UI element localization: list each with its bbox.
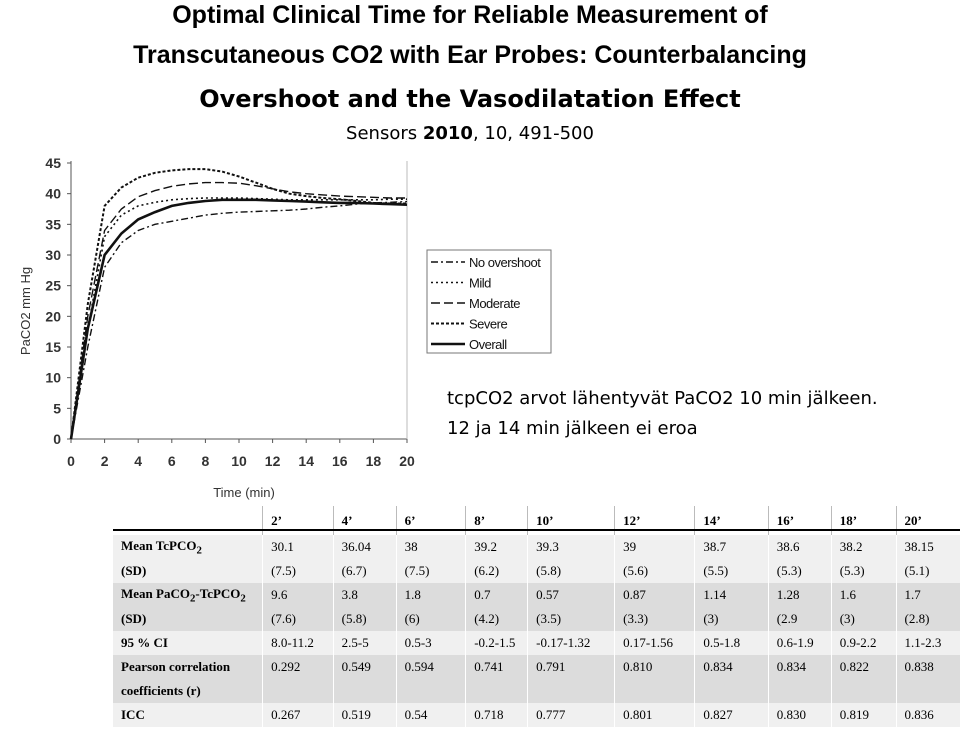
table-cell: 0.87 [615,583,695,607]
y-tick-label: 20 [45,308,61,325]
table-row [113,703,960,727]
x-tick-label: 2 [100,453,109,469]
table-cell: 1.7 [896,583,960,607]
table-cell: 39 [615,535,695,559]
table-cell: 0.6-1.9 [768,631,831,655]
table-cell [896,679,960,703]
table-cell [831,679,896,703]
table-cell: 0.54 [396,703,466,727]
table-cell: 0.827 [695,703,768,727]
citation [20,123,920,144]
table-cell: 0.741 [466,655,528,679]
table-cell: 0.838 [896,655,960,679]
table-cell: (2.8) [896,607,960,631]
x-tick-label: 16 [332,453,348,469]
row-label-text: -TcPCO [195,585,241,601]
table-cell: (5.6) [615,559,695,583]
table-cell: 0.549 [333,655,396,679]
table-cell: (5.3) [768,559,831,583]
y-tick-label: 40 [45,185,61,202]
table-cell: 0.822 [831,655,896,679]
table-row-label [113,607,263,631]
table-header-cell: 6’ [396,506,466,535]
table-cell: 0.801 [615,703,695,727]
table-cell [768,679,831,703]
table-cell: 0.5-3 [396,631,466,655]
table-header-cell: 4’ [333,506,396,535]
x-axis-label: Time (min) [213,485,275,500]
table-row [113,655,960,679]
legend-label: Mild [469,275,491,291]
table-cell [695,679,768,703]
row-label-text: (SD) [121,563,147,578]
y-tick-label: 45 [45,155,61,171]
table-row-label [113,583,263,607]
x-tick-label: 10 [231,453,247,469]
table-cell: 0.519 [333,703,396,727]
table-header-cell: 18’ [831,506,896,535]
series-line-moderate [71,183,407,439]
table-cell: (5.5) [695,559,768,583]
table-cell [396,679,466,703]
table-row [113,559,960,583]
note-line-2: 12 ja 14 min jälkeen ei eroa [447,418,698,439]
table-cell: 0.834 [768,655,831,679]
table-row-label [113,631,263,655]
table-cell [466,679,528,703]
table-cell: 38.15 [896,535,960,559]
table-cell: 0.7 [466,583,528,607]
table-cell: -0.2-1.5 [466,631,528,655]
table-cell: 0.718 [466,703,528,727]
table-cell: 1.1-2.3 [896,631,960,655]
table-row [113,583,960,607]
table-cell [528,679,615,703]
table-header-cell: 16’ [768,506,831,535]
table-cell: 38.7 [695,535,768,559]
table-cell: 0.777 [528,703,615,727]
table-cell: 9.6 [263,583,334,607]
stats-table [113,506,960,727]
x-tick-label: 8 [201,453,210,469]
x-tick-label: 20 [399,453,415,469]
row-label-text: (SD) [121,611,147,626]
table-cell: -0.17-1.32 [528,631,615,655]
table-cell: 0.267 [263,703,334,727]
row-label-text: 95 % CI [121,635,168,650]
table-header-cell: 10’ [528,506,615,535]
table-cell: 1.14 [695,583,768,607]
table-cell: (5.3) [831,559,896,583]
table-cell: 1.8 [396,583,466,607]
row-label-text: ICC [121,707,145,722]
table-row [113,535,960,559]
y-tick-label: 10 [45,369,61,386]
table-cell: (2.9 [768,607,831,631]
line-chart [0,148,560,508]
table-cell: (5.8) [333,607,396,631]
table-cell: (3) [831,607,896,631]
table-cell: 1.6 [831,583,896,607]
table-cell: 38 [396,535,466,559]
table-cell [263,679,334,703]
y-tick-label: 25 [45,277,61,294]
table-cell: 3.8 [333,583,396,607]
table-cell: 38.6 [768,535,831,559]
table-cell: (5.8) [528,559,615,583]
y-tick-label: 15 [45,339,61,355]
table-header-cell: 20’ [896,506,960,535]
table-cell: 8.0-11.2 [263,631,334,655]
table-cell: (7.6) [263,607,334,631]
table-cell: 36.04 [333,535,396,559]
table-cell: 0.9-2.2 [831,631,896,655]
table-cell: (3) [695,607,768,631]
table-cell: 0.791 [528,655,615,679]
table-cell: 30.1 [263,535,334,559]
table-header-rule [113,529,960,531]
table-cell: 0.594 [396,655,466,679]
citation-prefix: Sensors [346,123,423,144]
legend-label: Overall [469,337,507,352]
row-label-text: Mean TcPCO [121,537,197,553]
table-cell: 0.830 [768,703,831,727]
title-line-3: Overshoot and the Vasodilatation Effect [199,85,741,113]
table-row-label [113,655,263,679]
table-cell: (5.1) [896,559,960,583]
x-tick-label: 4 [134,453,143,469]
table-cell: (6) [396,607,466,631]
table-header-cell: 8’ [466,506,528,535]
citation-year: 2010 [422,123,473,144]
table-cell: 39.2 [466,535,528,559]
table-header-cell: 12’ [615,506,695,535]
table-cell: 0.5-1.8 [695,631,768,655]
table-cell: 0.17-1.56 [615,631,695,655]
legend-label: Severe [469,316,508,332]
row-label-text: Pearson correlation [121,659,231,674]
table-cell: 38.2 [831,535,896,559]
y-tick-label: 30 [45,247,61,263]
y-tick-label: 0 [53,431,61,447]
row-label-subscript: 2 [189,592,196,605]
row-label-subscript: 2 [196,544,202,557]
series-line-no-overshoot [71,202,407,439]
title-line-2: Transcutaneous CO2 with Ear Probes: Counterbalancing [133,41,807,69]
legend-label: Moderate [469,296,520,311]
row-label-subscript: 2 [240,592,246,605]
series-line-overall [71,200,407,439]
table-row [113,679,960,703]
title-line-1: Optimal Clinical Time for Reliable Measurement of [172,1,768,29]
table-cell: 0.292 [263,655,334,679]
table-cell: (7.5) [263,559,334,583]
table-row-label [113,535,263,559]
table-cell: 0.810 [615,655,695,679]
table-cell: 2.5-5 [333,631,396,655]
citation-suffix: , 10, 491-500 [472,123,594,144]
x-tick-label: 6 [167,453,176,469]
table-cell: (3.3) [615,607,695,631]
table-row [113,607,960,631]
table-cell: 39.3 [528,535,615,559]
table-cell: (6.2) [466,559,528,583]
table-cell: 0.57 [528,583,615,607]
y-tick-label: 5 [53,400,61,417]
row-label-text: coefficients (r) [121,683,201,698]
row-label-text: Mean PaCO [121,585,190,601]
table-cell [615,679,695,703]
note-line-1: tcpCO2 arvot lähentyvät PaCO2 10 min jälkeen. [447,388,878,409]
table-header-cell: 2’ [263,506,334,535]
table-cell: (6.7) [333,559,396,583]
x-tick-label: 12 [264,453,281,469]
table-cell: (3.5) [528,607,615,631]
legend-label: No overshoot [469,255,541,270]
x-tick-label: 14 [298,453,314,469]
table-cell [333,679,396,703]
table-header-cell: 14’ [695,506,768,535]
table-cell: 0.819 [831,703,896,727]
table-row-label [113,559,263,583]
table-row-label [113,679,263,703]
table-row-label [113,703,263,727]
y-tick-label: 35 [45,216,61,233]
x-tick-label: 0 [67,453,75,469]
table-cell: 1.28 [768,583,831,607]
table-row [113,631,960,655]
x-tick-label: 18 [365,453,382,469]
table-cell: (4.2) [466,607,528,631]
table-cell: 0.836 [896,703,960,727]
table-cell: (7.5) [396,559,466,583]
table-cell: 0.834 [695,655,768,679]
y-axis-label: PaCO2 mm Hg [18,266,33,356]
